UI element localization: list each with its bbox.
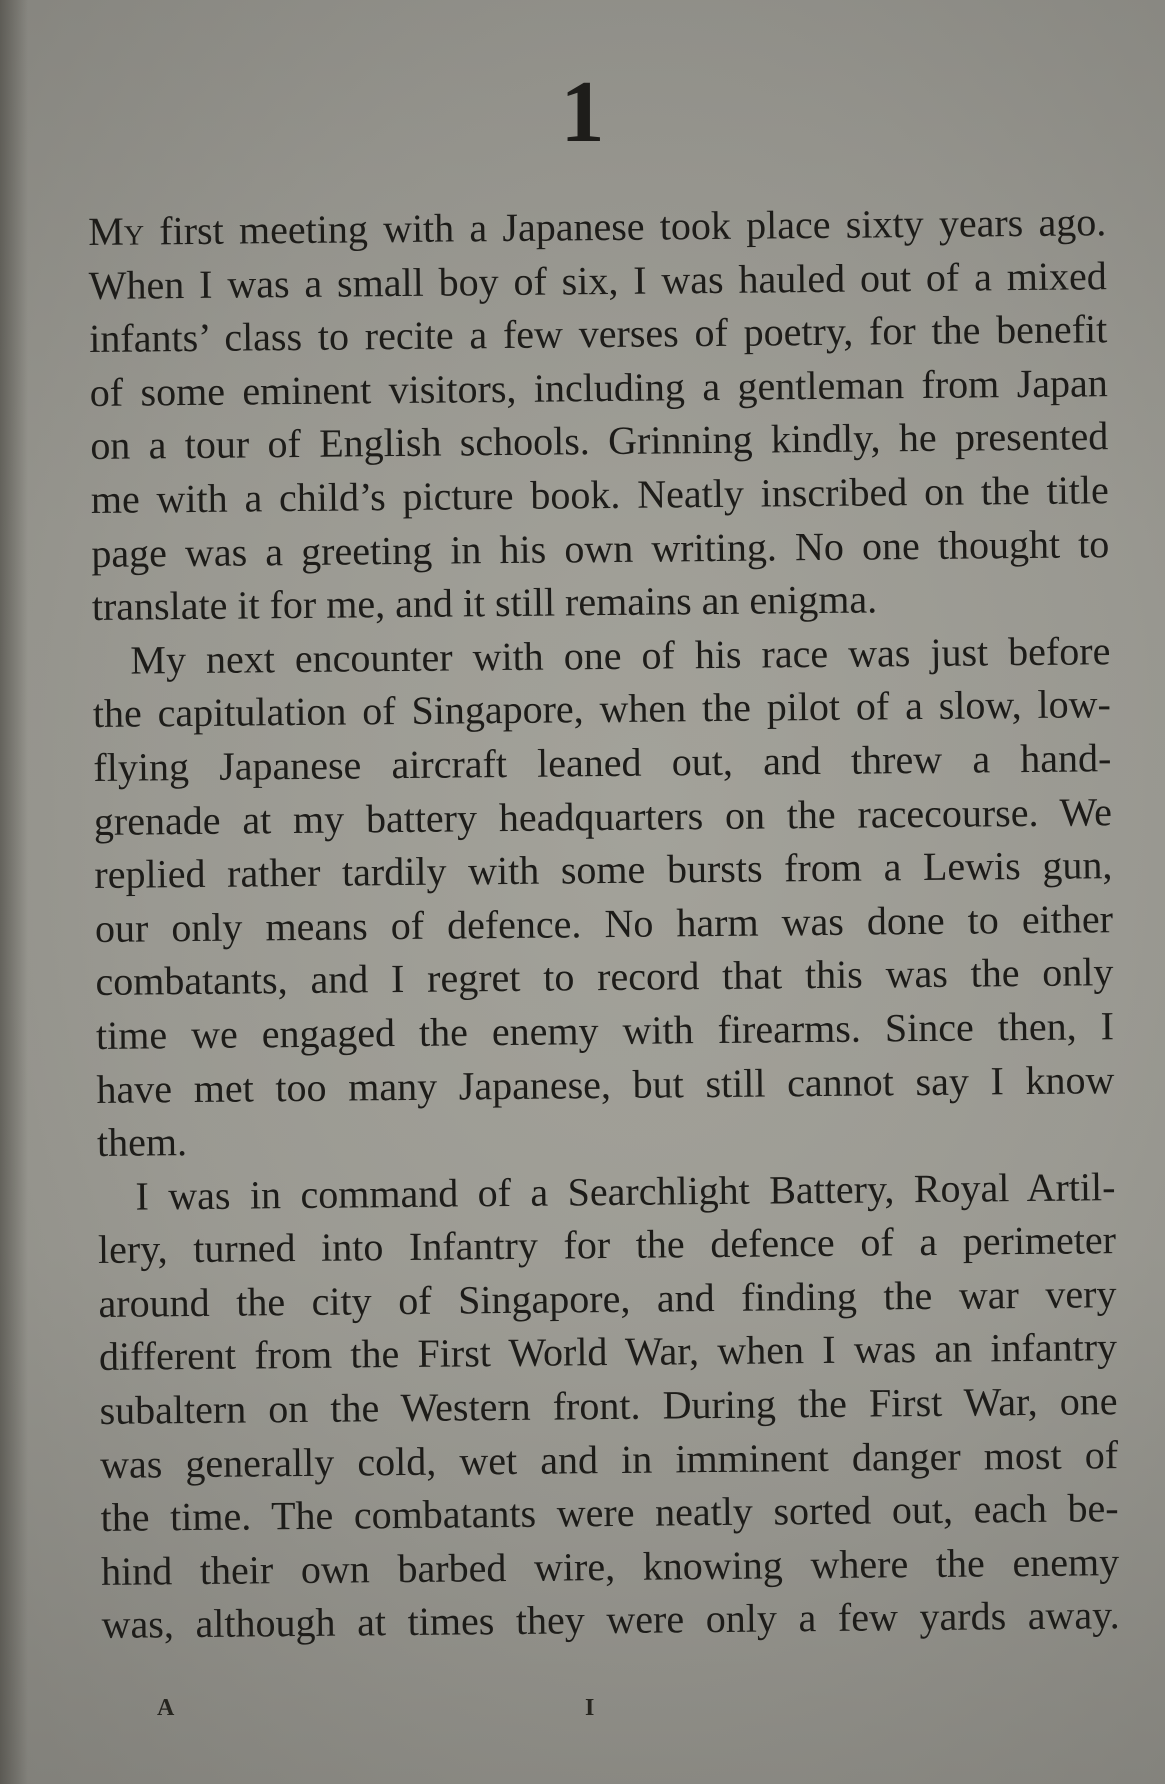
text-line: the time. The combatants were neatly sorted out, each be-	[100, 1485, 1119, 1541]
chapter-number: 1	[560, 64, 605, 161]
text-line: different from the First World War, when I was an infantry	[98, 1324, 1118, 1380]
text-line: of some eminent visitors, including a gentleman from Japan	[89, 360, 1108, 415]
text-line: have met too many Japanese, but still cannot say I know	[96, 1056, 1115, 1112]
text-line: My next encounter with one of his race was just before	[130, 627, 1111, 683]
text-line: on a tour of English schools. Grinning kindly, he presented	[90, 413, 1109, 469]
text-line: translate it for me, and it still remains an enigma.	[91, 576, 878, 630]
text-line: When I was a small boy of six, I was hauled out of a mixed	[88, 252, 1107, 308]
text-line: replied rather tardily with some bursts from a Lewis gun,	[94, 842, 1113, 898]
text-line: grenade at my battery headquarters on the racecourse. We	[93, 788, 1113, 844]
text-line: infants’ class to recite a few verses of poetry, for the benefit	[89, 306, 1108, 362]
text-line: I was in command of a Searchlight Battery, Royal Artil-	[135, 1163, 1116, 1219]
text-line: lery, turned into Infantry for the defence of a perimeter	[97, 1217, 1117, 1273]
text-line: was generally cold, wet and in imminent danger most of	[99, 1431, 1119, 1487]
page-number: I	[585, 1695, 595, 1721]
text-line: me with a child’s picture book. Neatly inscribed on the title	[90, 467, 1109, 522]
text-line: them.	[96, 1119, 188, 1166]
signature-mark: A	[157, 1695, 175, 1721]
text-line: page was a greeting in his own writing. No one thought to	[91, 520, 1110, 576]
text-line: the capitulation of Singapore, when the pilot of a slow, low-	[92, 681, 1112, 737]
body-text	[88, 195, 1120, 1652]
text-line: subaltern on the Western front. During the First War, one	[99, 1378, 1118, 1434]
text-line: was, although at times they were only a few yards away.	[101, 1592, 1120, 1648]
text-line: flying Japanese aircraft leaned out, and threw a hand-	[93, 735, 1112, 790]
first-word-small-caps: My	[88, 208, 145, 254]
text-line: combatants, and I regret to record that this was the only	[95, 949, 1114, 1005]
text-line: our only means of defence. No harm was done to either	[94, 895, 1114, 951]
text-line: around the city of Singapore, and finding the war very	[98, 1271, 1117, 1326]
text-line	[88, 195, 1106, 258]
text-line: hind their own barbed wire, knowing where the enemy	[100, 1539, 1120, 1594]
text-line-content: first meeting with a Japanese took place sixty years ago.	[143, 199, 1107, 254]
text-line: time we engaged the enemy with firearms. Since then, I	[95, 1003, 1115, 1058]
